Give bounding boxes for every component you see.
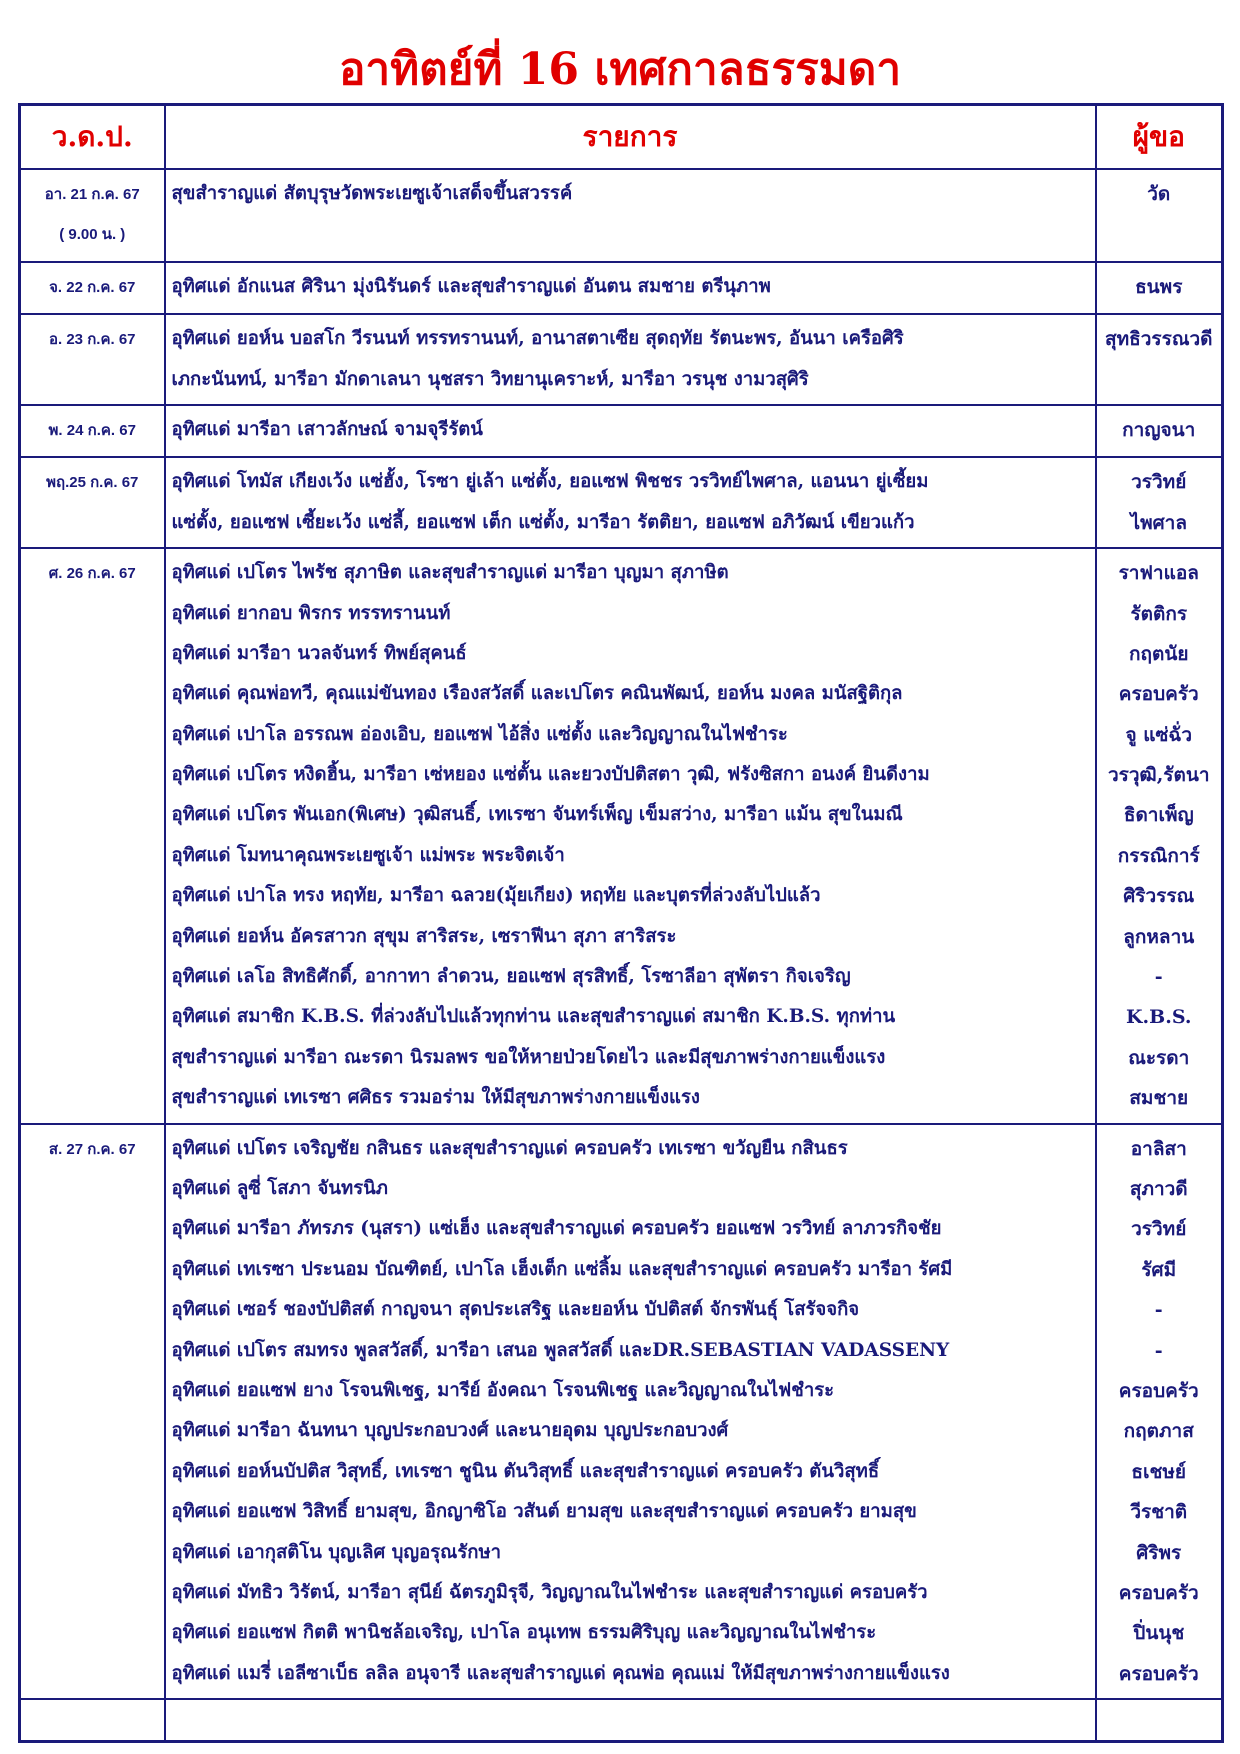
date-cell	[20, 169, 165, 262]
intention-line: อุทิศแด่ มารีอา ภัทรภร (นุสรา) แซ่เฮ็ง และสุขสำราญแด่ ครอบครัว ยอแซฟ วรวิทย์ ลาภวรกิจชัย	[171, 1218, 942, 1240]
intention-line: อุทิศแด่ เซอร์ ชองบัปติสต์ กาญจนา สุดประเสริฐ และยอห์น บัปติสต์ จักรพันธุ์ โสรัจจกิจ	[171, 1299, 860, 1321]
table-row	[20, 405, 1223, 457]
intentions-cell	[165, 457, 1096, 548]
date-cell	[20, 1124, 165, 1699]
intention-line: สุขสำราญแด่ สัตบุรุษวัดพระเยซูเจ้าเสด็จขึ้นสวรรค์	[171, 183, 573, 204]
intentions-cell	[165, 314, 1096, 405]
table-row	[20, 262, 1223, 314]
intention-line: อุทิศแด่ เทเรซา ประนอม บัณฑิตย์, เปาโล เฮ็งเต็ก แซ่ลิ้ม และสุขสำราญแด่ ครอบครัว มารีอา รัศมี	[171, 1258, 953, 1280]
requester-line: ครอบครัว	[1118, 1581, 1199, 1604]
date-line: ส. 27 ก.ค. 67	[48, 1140, 136, 1158]
intention-line: อุทิศแด่ อักแนส ศิรินา มุ่งนิรันดร์ และสุขสำราญแด่ อันตน สมชาย ตรีนุภาพ	[171, 275, 771, 297]
intention-line: อุทิศแด่ ยากอบ พิรกร ทรรทรานนท์	[171, 602, 451, 624]
intention-line: อุทิศแด่ แมรี่ เอลีซาเบ็ธ ลลิล อนุจารี และสุขสำราญแด่ คุณพ่อ คุณแม่ ให้มีสุขภาพร่างกายแข็งแรง	[171, 1662, 950, 1684]
date-line: จ. 22 ก.ค. 67	[49, 278, 136, 296]
intention-line: อุทิศแด่ เปโตร เจริญชัย กสินธร และสุขสำราญแด่ ครอบครัว เทเรซา ขวัญยืน กสินธร	[171, 1137, 848, 1159]
requester-line: ศิริวรรณ	[1123, 885, 1195, 908]
intention-line: สุขสำราญแด่ มารีอา ณะรดา นิรมลพร ขอให้หายป่วยโดยไว และมีสุขภาพร่างกายแข็งแรง	[171, 1046, 886, 1068]
date-line: พฤ.25 ก.ค. 67	[46, 474, 139, 492]
requester-line: สมชาย	[1129, 1087, 1189, 1110]
requester-line: กาญจนา	[1122, 418, 1196, 441]
requester-line: ปิ่นนุช	[1133, 1622, 1185, 1645]
intentions-cell	[165, 548, 1096, 1123]
intention-line: อุทิศแด่ ยอแซฟ กิตติ พานิชล้อเจริญ, เปาโล อนุเทพ ธรรมศิริบุญ และวิญญาณในไฟชำระ	[171, 1622, 877, 1644]
intention-line: อุทิศแด่ เปโตร หงิดฮิ้น, มารีอา เซ่หยอง แซ่ตั้น และยวงบัปติสตา วุฒิ, ฟรังซิสกา อนงค์ ยินดีงาม	[171, 764, 930, 786]
intention-line: อุทิศแด่ ยอแซฟ วิสิทธิ์ ยามสุข, อิกญาซิโอ วสันต์ ยามสุข และสุขสำราญแด่ ครอบครัว ยามสุข	[171, 1501, 917, 1523]
intentions-cell-empty	[165, 1699, 1096, 1742]
date-cell	[20, 262, 165, 314]
intention-line: อุทิศแด่ ลูซี่ โสภา จันทรนิภ	[171, 1177, 388, 1199]
requester-line: ราฟาแอล	[1118, 562, 1199, 585]
requester-line: กฤตภาส	[1123, 1420, 1194, 1443]
intention-line: แซ่ตั้ง, ยอแซฟ เซี้ยะเว้ง แซ่ลี้, ยอแซฟ เต็ก แซ่ตั้ง, มารีอา รัตติยา, ยอแซฟ อภิวัฒน์ เขียวแก้ว	[171, 511, 915, 533]
requester-line: วัด	[1147, 183, 1171, 205]
requester-line: ศิริพร	[1136, 1541, 1182, 1564]
requester-line: ครอบครัว	[1118, 683, 1199, 706]
table-row	[20, 457, 1223, 548]
date-cell	[20, 314, 165, 405]
date-line: ( 9.00 น. )	[59, 226, 126, 244]
mass-intentions-table	[18, 103, 1224, 1743]
requester-line: รัศมี	[1141, 1258, 1177, 1281]
table-row	[20, 1124, 1223, 1699]
requester-cell	[1096, 1124, 1223, 1699]
requester-line: ธนพร	[1135, 275, 1183, 298]
requester-line: ครอบครัว	[1118, 1379, 1199, 1402]
intentions-cell	[165, 1124, 1096, 1699]
requester-cell	[1096, 314, 1223, 405]
intention-line: อุทิศแด่ เอากุสติโน บุญเลิศ บุญอรุณรักษา	[171, 1541, 502, 1563]
date-cell	[20, 548, 165, 1123]
intention-line: สุขสำราญแด่ เทเรซา ศศิธร รวมอร่าม ให้มีสุขภาพร่างกายแข็งแรง	[171, 1087, 700, 1109]
requester-line: วรวิทย์	[1131, 471, 1187, 494]
requester-line: สุทธิวรรณวดี	[1105, 328, 1213, 351]
requester-line: สุภาวดี	[1129, 1177, 1188, 1200]
intention-line: อุทิศแด่ ยอห์นบัปติส วิสุทธิ์, เทเรซา ชูนิน ตันวิสุทธิ์ และสุขสำราญแด่ ครอบครัว ตันวิสุทธิ์	[171, 1460, 880, 1482]
requester-cell-empty	[1096, 1699, 1223, 1742]
intention-line: อุทิศแด่ มารีอา นวลจันทร์ ทิพย์สุคนธ์	[171, 642, 467, 664]
intention-line: อุทิศแด่ โมทนาคุณพระเยซูเจ้า แม่พระ พระจิตเจ้า	[171, 844, 565, 866]
date-line: อา. 21 ก.ค. 67	[44, 186, 140, 203]
intentions-cell	[165, 405, 1096, 457]
requester-line: ลูกหลาน	[1123, 925, 1195, 948]
requester-line: -	[1154, 966, 1163, 989]
requester-line: จู แซ่ฉั่ว	[1125, 723, 1192, 746]
requester-line: ธิดาเพ็ญ	[1123, 804, 1194, 827]
requester-cell	[1096, 405, 1223, 457]
requester-line: อาลิสา	[1130, 1137, 1187, 1160]
intention-line: อุทิศแด่ ยอห์น อัครสาวก สุขุม สาริสระ, เซราฟีนา สุภา สาริสระ	[171, 925, 677, 947]
intention-line: อุทิศแด่ เปาโล ทรง หฤทัย, มารีอา ฉลวย(มุ้ยเกียง) หฤทัย และบุตรที่ล่วงลับไปแล้ว	[171, 885, 821, 907]
requester-line: กฤตนัย	[1129, 642, 1189, 665]
intention-line: อุทิศแด่ ยอห์น บอสโก วีรนนท์ ทรรทรานนท์, อานาสตาเซีย สุดฤทัย รัตนะพร, อันนา เครือศิริ	[171, 328, 904, 350]
requester-line: -	[1154, 1339, 1163, 1362]
intentions-cell	[165, 262, 1096, 314]
table-row	[20, 548, 1223, 1123]
date-cell-empty	[20, 1699, 165, 1742]
header-requester: ผู้ขอ	[1096, 105, 1223, 170]
date-line: พ. 24 ก.ค. 67	[48, 421, 136, 439]
intention-line: อุทิศแด่ มัทธิว วิรัตน์, มารีอา สุนีย์ ฉัตรภูมิรุจี, วิญญาณในไฟชำระ และสุขสำราญแด่ ครอบครัว	[171, 1581, 928, 1603]
page-title: อาทิตย์ที่ 16 เทศกาลธรรมดา	[338, 44, 902, 95]
table-row-empty	[20, 1699, 1223, 1742]
date-cell	[20, 405, 165, 457]
requester-line: กรรณิการ์	[1117, 844, 1200, 867]
intention-line: เภกะนันทน์, มารีอา มักดาเลนา นุชสรา วิทยานุเคราะห์, มารีอา วรนุช งามวสุศิริ	[171, 368, 809, 390]
intention-line: อุทิศแด่ มารีอา เสาวลักษณ์ จามจุรีรัตน์	[171, 418, 483, 440]
table-row	[20, 314, 1223, 405]
requester-line: K.B.S.	[1126, 1006, 1192, 1029]
table-row	[20, 169, 1223, 262]
requester-line: วรวุฒิ,รัตนา	[1107, 764, 1210, 787]
requester-cell	[1096, 548, 1223, 1123]
intention-line: อุทิศแด่ คุณพ่อทวี, คุณแม่ขันทอง เรืองสวัสดิ์ และเปโตร คณินพัฒน์, ยอห์น มงคล มนัสฐิติกุล	[171, 683, 903, 705]
intention-line: อุทิศแด่ เปาโล อรรณพ อ่องเอิบ, ยอแซฟ ไอ้สิ่ง แซ่ตั้ง และวิญญาณในไฟชำระ	[171, 723, 788, 745]
intention-line: อุทิศแด่ เลโอ สิทธิศักดิ์, อากาทา ลำดวน, ยอแซฟ สุรสิทธิ์, โรซาลีอา สุพัตรา กิจเจริญ	[171, 966, 851, 988]
requester-cell	[1096, 457, 1223, 548]
intention-line: อุทิศแด่ ยอแซฟ ยาง โรจนพิเชฐ, มารีย์ อังคณา โรจนพิเชฐ และวิญญาณในไฟชำระ	[171, 1379, 835, 1401]
requester-line: -	[1154, 1299, 1163, 1322]
intention-line: อุทิศแด่ สมาชิก K.B.S. ที่ล่วงลับไปแล้วทุกท่าน และสุขสำราญแด่ สมาชิก K.B.S. ทุกท่าน	[171, 1006, 896, 1028]
requester-line: ครอบครัว	[1118, 1662, 1199, 1685]
header-items: รายการ	[165, 105, 1096, 170]
intention-line: อุทิศแด่ มารีอา ฉันทนา บุญประกอบวงศ์ และนายอุดม บุญประกอบวงศ์	[171, 1420, 729, 1442]
date-cell	[20, 457, 165, 548]
requester-line: วีรชาติ	[1130, 1501, 1188, 1524]
date-line: ศ. 26 ก.ค. 67	[48, 565, 136, 583]
intention-line: อุทิศแด่ เปโตร พันเอก(พิเศษ) วุฒิสนธิ์, เทเรซา จันทร์เพ็ญ เข็มสว่าง, มารีอา แม้น สุขในมณี	[171, 804, 903, 826]
intention-line: อุทิศแด่ เปโตร ไพรัช สุภาษิต และสุขสำราญแด่ มารีอา บุญมา สุภาษิต	[171, 562, 729, 584]
requester-line: วรวิทย์	[1131, 1218, 1187, 1241]
requester-cell	[1096, 169, 1223, 262]
intention-line: อุทิศแด่ เปโตร สมทรง พูลสวัสดิ์, มารีอา เสนอ พูลสวัสดิ์ และDR.SEBASTIAN VADASSENY	[171, 1339, 950, 1361]
requester-cell	[1096, 262, 1223, 314]
header-date: ว.ด.ป.	[20, 105, 165, 170]
intention-line: อุทิศแด่ โทมัส เกียงเว้ง แซ่ฮั้ง, โรซา ยู่เล้า แซ่ตั้ง, ยอแซฟ พิชชร วรวิทย์ไพศาล, แอนนา ยู่เซี้ยม	[171, 471, 929, 493]
intentions-cell	[165, 169, 1096, 262]
requester-line: ธเชษย์	[1131, 1460, 1187, 1483]
requester-line: รัตติกร	[1130, 602, 1188, 625]
table-header-row	[20, 105, 1223, 170]
requester-line: ณะรดา	[1128, 1046, 1190, 1069]
date-line: อ. 23 ก.ค. 67	[49, 331, 136, 349]
requester-line: ไพศาล	[1130, 511, 1187, 534]
